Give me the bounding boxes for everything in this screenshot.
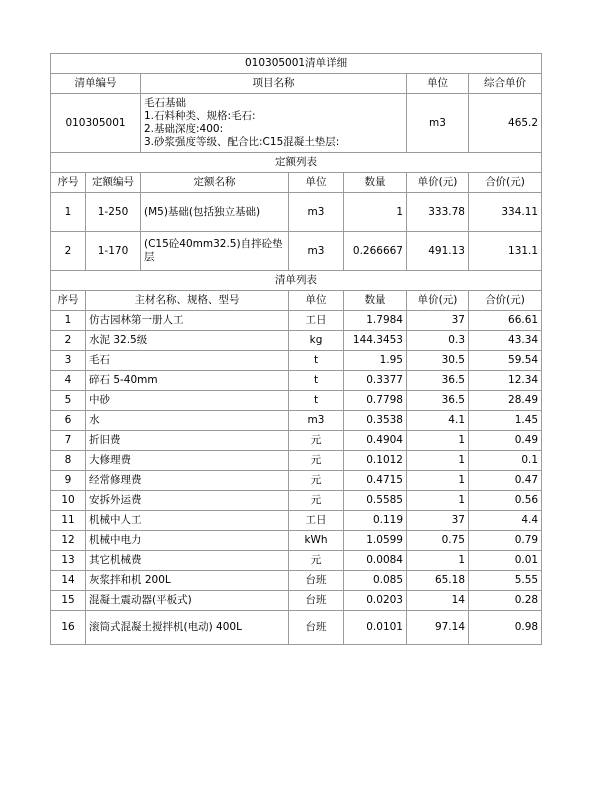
- material-unit-price: 0.75: [407, 531, 469, 551]
- material-row: [51, 471, 542, 491]
- material-row: [51, 351, 542, 371]
- quota-header-cell: 数量: [344, 173, 407, 193]
- material-row: [51, 491, 542, 511]
- material-unit-price: 36.5: [407, 371, 469, 391]
- header-bill-code: 清单编号: [51, 74, 141, 94]
- quota-quantity: 1: [344, 193, 407, 232]
- material-total-price: 66.61: [469, 311, 542, 331]
- material-total-price: 0.01: [469, 551, 542, 571]
- material-name: 经常修理费: [86, 471, 289, 491]
- bill-name: [141, 94, 407, 153]
- material-total-price: 28.49: [469, 391, 542, 411]
- material-name: 滚筒式混凝土搅拌机(电动) 400L: [86, 611, 289, 645]
- header-unit: 单位: [407, 74, 469, 94]
- title-row: [51, 54, 542, 74]
- bill-unit: m3: [407, 94, 469, 153]
- material-total-price: 59.54: [469, 351, 542, 371]
- quota-row: [51, 232, 542, 271]
- material-unit: 台班: [289, 611, 344, 645]
- material-quantity: 0.0203: [344, 591, 407, 611]
- material-index: 4: [51, 371, 86, 391]
- quota-header-cell: 单位: [289, 173, 344, 193]
- quota-index: 2: [51, 232, 86, 271]
- material-index: 5: [51, 391, 86, 411]
- quota-unit-price: 491.13: [407, 232, 469, 271]
- quota-total-price: 334.11: [469, 193, 542, 232]
- material-unit: 元: [289, 471, 344, 491]
- material-index: 8: [51, 451, 86, 471]
- material-unit-price: 0.3: [407, 331, 469, 351]
- material-unit-price: 65.18: [407, 571, 469, 591]
- material-index: 1: [51, 311, 86, 331]
- material-section-title: 清单列表: [51, 271, 542, 291]
- material-unit: kWh: [289, 531, 344, 551]
- material-unit: m3: [289, 411, 344, 431]
- material-row: [51, 551, 542, 571]
- quota-header-cell: 合价(元): [469, 173, 542, 193]
- material-row: [51, 451, 542, 471]
- material-header-cell: 主材名称、规格、型号: [86, 291, 289, 311]
- bill-name-line: 2.基础深度:400:: [144, 123, 224, 135]
- material-quantity: 1.95: [344, 351, 407, 371]
- material-row: [51, 611, 542, 645]
- quota-section-title: 定额列表: [51, 153, 542, 173]
- material-total-price: 0.49: [469, 431, 542, 451]
- material-unit: 台班: [289, 571, 344, 591]
- bill-price: 465.2: [469, 94, 542, 153]
- material-index: 6: [51, 411, 86, 431]
- material-unit-price: 1: [407, 451, 469, 471]
- material-unit: t: [289, 351, 344, 371]
- quota-index: 1: [51, 193, 86, 232]
- material-row: [51, 531, 542, 551]
- quota-code: 1-170: [86, 232, 141, 271]
- material-name: 碎石 5-40mm: [86, 371, 289, 391]
- material-header-cell: 单价(元): [407, 291, 469, 311]
- material-index: 7: [51, 431, 86, 451]
- material-row: [51, 591, 542, 611]
- material-unit-price: 36.5: [407, 391, 469, 411]
- material-name: 灰浆拌和机 200L: [86, 571, 289, 591]
- bill-code: 010305001: [51, 94, 141, 153]
- header-project-name: 项目名称: [141, 74, 407, 94]
- bill-name-line: 3.砂浆强度等级、配合比:C15混凝土垫层:: [144, 136, 340, 148]
- quota-unit-price: 333.78: [407, 193, 469, 232]
- quota-header-cell: 序号: [51, 173, 86, 193]
- material-total-price: 0.47: [469, 471, 542, 491]
- quota-header-cell: 定额编号: [86, 173, 141, 193]
- material-index: 11: [51, 511, 86, 531]
- header-unit-price: 综合单价: [469, 74, 542, 94]
- material-index: 10: [51, 491, 86, 511]
- material-total-price: 0.98: [469, 611, 542, 645]
- material-total-price: 12.34: [469, 371, 542, 391]
- material-name: 机械中电力: [86, 531, 289, 551]
- material-header-cell: 数量: [344, 291, 407, 311]
- material-unit: kg: [289, 331, 344, 351]
- material-unit-price: 1: [407, 431, 469, 451]
- material-total-price: 4.4: [469, 511, 542, 531]
- quota-row: [51, 193, 542, 232]
- material-quantity: 0.3538: [344, 411, 407, 431]
- material-row: [51, 391, 542, 411]
- material-unit: 工日: [289, 311, 344, 331]
- material-quantity: 0.0084: [344, 551, 407, 571]
- bill-header-row: [51, 74, 542, 94]
- material-unit-price: 37: [407, 311, 469, 331]
- material-index: 14: [51, 571, 86, 591]
- material-row: [51, 511, 542, 531]
- material-quantity: 0.4715: [344, 471, 407, 491]
- material-index: 2: [51, 331, 86, 351]
- material-header-cell: 合价(元): [469, 291, 542, 311]
- material-unit: 元: [289, 491, 344, 511]
- material-quantity: 0.119: [344, 511, 407, 531]
- quota-header-cell: 定额名称: [141, 173, 289, 193]
- material-quantity: 0.5585: [344, 491, 407, 511]
- material-index: 16: [51, 611, 86, 645]
- material-section-row: [51, 271, 542, 291]
- material-quantity: 0.1012: [344, 451, 407, 471]
- material-name: 安拆外运费: [86, 491, 289, 511]
- material-header-row: [51, 291, 542, 311]
- material-index: 3: [51, 351, 86, 371]
- quota-total-price: 131.1: [469, 232, 542, 271]
- material-row: [51, 431, 542, 451]
- material-row: [51, 331, 542, 351]
- material-unit-price: 14: [407, 591, 469, 611]
- table-title: 010305001清单详细: [51, 54, 542, 74]
- material-name: 仿古园林第一册人工: [86, 311, 289, 331]
- quota-name: (C15砼40mm32.5)自拌砼垫层: [141, 232, 289, 271]
- material-unit: 台班: [289, 591, 344, 611]
- material-unit-price: 37: [407, 511, 469, 531]
- material-row: [51, 311, 542, 331]
- material-quantity: 1.0599: [344, 531, 407, 551]
- material-total-price: 5.55: [469, 571, 542, 591]
- quota-unit: m3: [289, 232, 344, 271]
- bill-detail-table: [50, 53, 542, 645]
- material-unit: 元: [289, 451, 344, 471]
- material-total-price: 43.34: [469, 331, 542, 351]
- material-name: 毛石: [86, 351, 289, 371]
- material-quantity: 0.7798: [344, 391, 407, 411]
- material-index: 13: [51, 551, 86, 571]
- material-unit-price: 4.1: [407, 411, 469, 431]
- material-unit-price: 1: [407, 471, 469, 491]
- material-total-price: 0.1: [469, 451, 542, 471]
- material-unit-price: 30.5: [407, 351, 469, 371]
- material-unit: 元: [289, 551, 344, 571]
- material-unit-price: 1: [407, 491, 469, 511]
- material-name: 机械中人工: [86, 511, 289, 531]
- material-row: [51, 571, 542, 591]
- material-quantity: 144.3453: [344, 331, 407, 351]
- material-unit-price: 1: [407, 551, 469, 571]
- material-name: 中砂: [86, 391, 289, 411]
- material-quantity: 0.085: [344, 571, 407, 591]
- material-total-price: 0.79: [469, 531, 542, 551]
- material-quantity: 1.7984: [344, 311, 407, 331]
- material-row: [51, 371, 542, 391]
- material-quantity: 0.0101: [344, 611, 407, 645]
- material-header-cell: 序号: [51, 291, 86, 311]
- material-row: [51, 411, 542, 431]
- material-quantity: 0.3377: [344, 371, 407, 391]
- material-unit-price: 97.14: [407, 611, 469, 645]
- quota-header-cell: 单价(元): [407, 173, 469, 193]
- quota-name: (M5)基础(包括独立基础): [141, 193, 289, 232]
- material-unit: t: [289, 371, 344, 391]
- material-name: 水泥 32.5级: [86, 331, 289, 351]
- material-index: 12: [51, 531, 86, 551]
- material-name: 其它机械费: [86, 551, 289, 571]
- material-unit: 工日: [289, 511, 344, 531]
- material-name: 混凝土震动器(平板式): [86, 591, 289, 611]
- material-header-cell: 单位: [289, 291, 344, 311]
- material-total-price: 0.28: [469, 591, 542, 611]
- material-unit: t: [289, 391, 344, 411]
- material-quantity: 0.4904: [344, 431, 407, 451]
- material-name: 水: [86, 411, 289, 431]
- bill-row: [51, 94, 542, 153]
- quota-code: 1-250: [86, 193, 141, 232]
- material-total-price: 0.56: [469, 491, 542, 511]
- material-index: 15: [51, 591, 86, 611]
- quota-section-row: [51, 153, 542, 173]
- material-name: 折旧费: [86, 431, 289, 451]
- quota-header-row: [51, 173, 542, 193]
- material-name: 大修理费: [86, 451, 289, 471]
- bill-name-line: 1.石料种类、规格:毛石:: [144, 110, 256, 122]
- quota-quantity: 0.266667: [344, 232, 407, 271]
- bill-name-line: 毛石基础: [144, 97, 186, 109]
- material-unit: 元: [289, 431, 344, 451]
- material-total-price: 1.45: [469, 411, 542, 431]
- quota-unit: m3: [289, 193, 344, 232]
- material-index: 9: [51, 471, 86, 491]
